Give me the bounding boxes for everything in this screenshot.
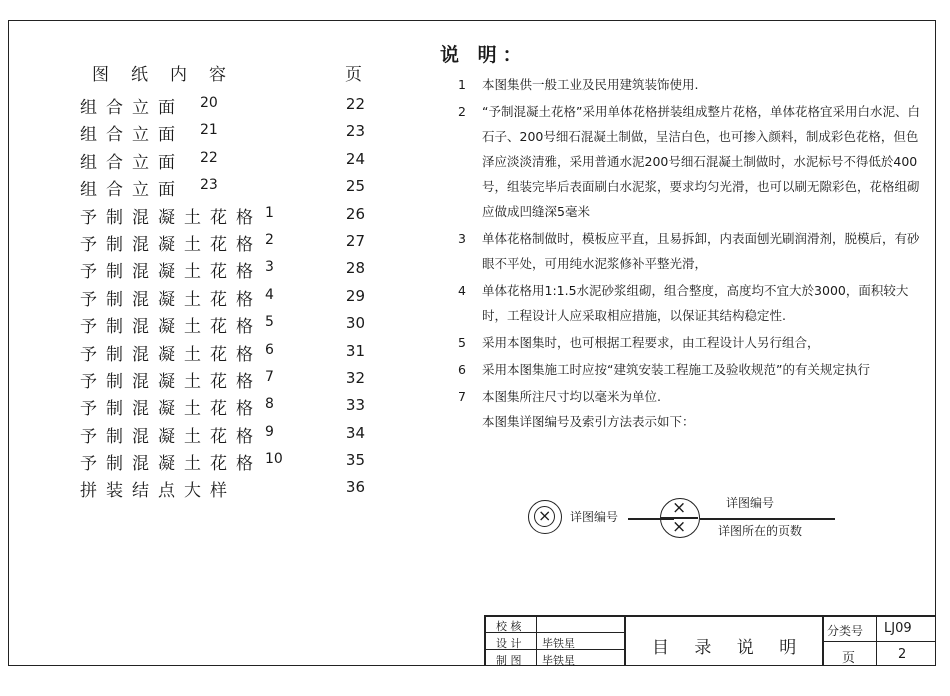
toc-entry-title: 予制混凝土花格	[80, 399, 262, 420]
toc-entry-page: 28	[345, 259, 365, 278]
toc-entry-page: 24	[345, 149, 365, 168]
toc-entry-title: 予制混凝土花格	[80, 344, 262, 365]
note-number: 5	[458, 335, 466, 350]
toc-entry-number: 4	[265, 286, 274, 303]
toc-entry	[80, 148, 370, 175]
note-text: “予制混凝土花格”采用单体花格拼装组成整片花格，单体花格宜采用白水泥、白石子、200号细石混凝土制做，呈洁白色，也可掺入颜料，制成彩色花格，但色泽应淡淡清雅，采用普通水泥200号细石混凝土制做时，水泥标号不得低於400号，组装完毕后表面刷白水泥浆，要求均匀光滑，也可以刷无隙彩色，花格组砌应做成凹缝深5毫米	[482, 104, 920, 219]
tb-role-check: 校 核	[496, 620, 522, 633]
toc-entry-number: 10	[265, 451, 283, 468]
toc-entry-number: 6	[265, 341, 274, 358]
toc-page-heading: 页	[345, 65, 362, 85]
toc-entry-title: 予制混凝土花格	[80, 289, 262, 310]
toc-entry-number: 21	[200, 122, 218, 139]
page-label: 页	[842, 651, 856, 666]
toc-entry	[80, 93, 370, 120]
toc-entry-page: 32	[345, 368, 365, 387]
detail-inner-circle	[534, 506, 555, 527]
toc-entry-number: 9	[265, 423, 274, 440]
toc-entry-number: 8	[265, 396, 274, 413]
note-number: 7	[458, 389, 466, 404]
toc-entry	[80, 394, 370, 421]
note-text: 本图集所注尺寸均以毫米为单位. 本图集详图编号及索引方法表示如下：	[482, 389, 695, 429]
legend-ref-line	[700, 518, 835, 520]
toc-entry-title: 拼装结点大样	[80, 481, 236, 502]
note-text: 采用本图集施工时应按“建筑安装工程施工及验收规范”的有关规定执行	[482, 362, 870, 377]
legend-label-top: 详图编号	[726, 496, 775, 510]
toc-entry-number: 2	[265, 231, 274, 248]
toc-entry-page: 26	[345, 204, 365, 223]
note-item	[458, 384, 923, 434]
toc-list	[80, 93, 370, 504]
legend-label-bottom: 详图所在的页数	[718, 524, 803, 538]
split-cross-symbol: ×	[672, 498, 687, 518]
note-item	[458, 357, 923, 382]
toc-entry-page: 35	[345, 451, 365, 470]
set-number-value: LJ09	[884, 621, 912, 636]
toc-entry-title: 组合立面	[80, 152, 184, 173]
toc-entry-number: 20	[200, 95, 218, 111]
toc-entry-title: 予制混凝土花格	[80, 234, 262, 255]
tb-border-left	[484, 615, 486, 666]
note-item	[458, 330, 923, 355]
note-item	[458, 226, 923, 276]
toc-entry-title: 予制混凝土花格	[80, 454, 262, 475]
toc-entry-page: 23	[345, 122, 365, 141]
toc-entry-page: 22	[345, 95, 365, 113]
toc-entry-title: 予制混凝土花格	[80, 207, 262, 228]
toc-entry-title: 组合立面	[80, 180, 184, 201]
toc-entry-title: 组合立面	[80, 125, 184, 146]
note-number: 6	[458, 362, 466, 377]
title-block	[484, 615, 936, 666]
toc-entry-title: 予制混凝土花格	[80, 426, 262, 447]
note-item	[458, 99, 923, 224]
toc-entry	[80, 367, 370, 394]
note-number: 2	[458, 104, 466, 119]
toc-entry-number: 1	[265, 204, 274, 221]
note-number: 3	[458, 231, 466, 246]
note-item	[458, 72, 923, 97]
toc-entry-page: 27	[345, 231, 365, 250]
toc-entry-title: 予制混凝土花格	[80, 371, 262, 392]
note-text: 单体花格用1:1.5水泥砂浆组砌，组合整度，高度均不宜大於3000，面积较大时，工程设计人应采取相应措施，以保证其结构稳定性.	[482, 283, 909, 323]
toc-entry	[80, 257, 370, 284]
notes-heading: 说 明：	[440, 44, 528, 66]
set-number-label: 分类号	[827, 624, 864, 638]
toc-entry-number: 5	[265, 314, 274, 331]
tb-role-draw: 制 图	[496, 654, 522, 667]
toc-entry-title: 予制混凝土花格	[80, 262, 262, 283]
toc-entry-page: 33	[345, 396, 365, 415]
tb-col-line-1	[536, 615, 537, 666]
tb-col-line-2	[624, 615, 626, 666]
toc-entry	[80, 422, 370, 449]
toc-entry-page: 34	[345, 423, 365, 442]
detail-cross-symbol: ×	[538, 506, 552, 525]
notes-list	[458, 72, 923, 436]
toc-entry	[80, 175, 370, 202]
toc-entry-title: 予制混凝土花格	[80, 317, 262, 338]
toc-entry-number: 22	[200, 149, 218, 166]
tb-row-line-3	[822, 641, 936, 642]
toc-entry	[80, 230, 370, 257]
drawing-title: 目 录 说 明	[652, 638, 807, 658]
toc-entry-page: 31	[345, 341, 365, 360]
toc-entry-title: 组合立面	[80, 98, 184, 118]
toc-entry-number: 23	[200, 177, 218, 194]
toc-entry	[80, 476, 370, 503]
tb-name-draw: 毕铁星	[542, 654, 575, 667]
note-item	[458, 278, 923, 328]
note-text: 本图集供一般工业及民用建筑装饰使用.	[482, 77, 699, 92]
toc-entry	[80, 203, 370, 230]
toc-entry-number: 7	[265, 368, 274, 385]
legend-label-left: 详图编号	[570, 510, 619, 524]
toc-entry-page: 36	[345, 478, 365, 497]
toc-entry	[80, 312, 370, 339]
note-text: 单体花格制做时，模板应平直，且易拆卸，内表面刨光刷润滑剂，脱模后，有砂眼不平处，可用纯水泥浆修补平整光滑，	[482, 231, 920, 271]
toc-entry	[80, 120, 370, 147]
split-cross-symbol-lower: ×	[672, 517, 687, 537]
toc-entry	[80, 449, 370, 476]
tb-border-top	[484, 615, 936, 617]
detail-circle-simple	[528, 500, 562, 534]
note-text: 采用本图集时，也可根据工程要求，由工程设计人另行组合，	[482, 335, 820, 350]
toc-entry-number: 3	[265, 259, 274, 276]
toc-entry-page: 29	[345, 286, 365, 305]
toc-title: 图纸内容	[92, 65, 248, 85]
detail-circle-split	[660, 498, 700, 538]
tb-name-design: 毕铁星	[542, 637, 575, 650]
note-number: 1	[458, 77, 466, 92]
tb-role-design: 设 计	[496, 637, 522, 650]
toc-entry-page: 25	[345, 177, 365, 196]
detail-index-legend	[528, 486, 858, 546]
toc-entry-page: 30	[345, 314, 365, 333]
toc-entry	[80, 285, 370, 312]
page-value: 2	[898, 647, 907, 662]
toc-entry	[80, 340, 370, 367]
note-number: 4	[458, 283, 466, 298]
